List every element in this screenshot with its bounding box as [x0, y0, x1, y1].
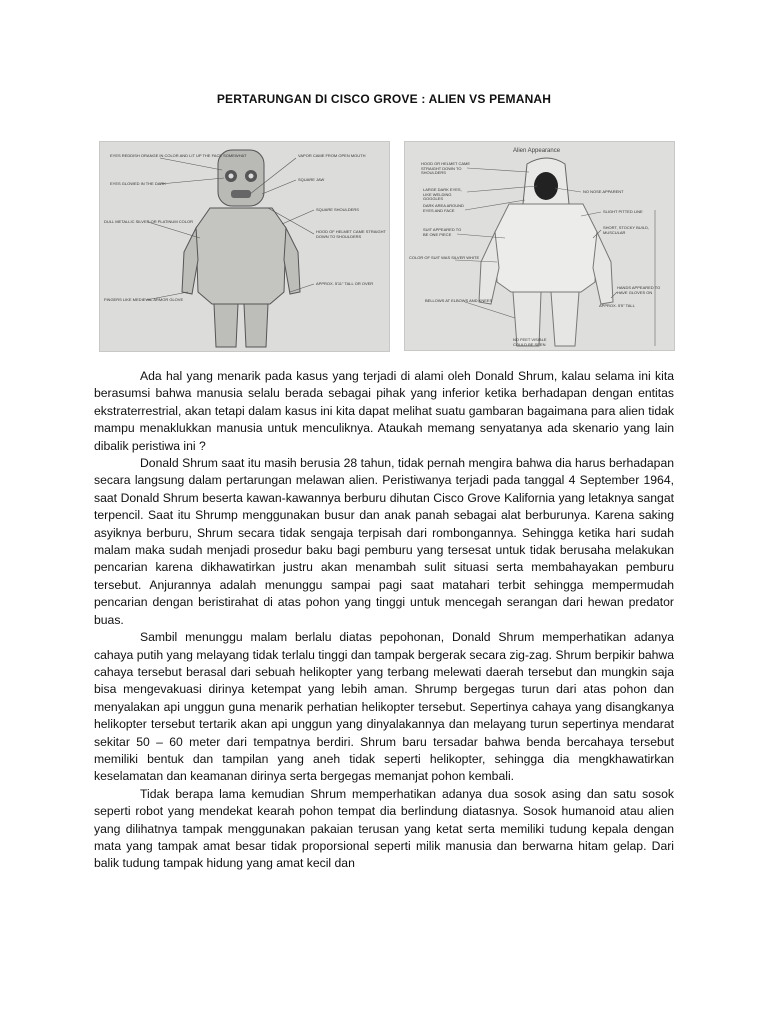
paragraph-1: Ada hal yang menarik pada kasus yang terjadi di alami oleh Donald Shrum, kalau selama ini kita berasumsi bahwa manusia selalu berada sebagai pihak yang inferior ketika berhadapan dengan entitas ekstraterrestrial, akan tetapi dalam kasus ini kita dapat melihat suatu gambaran bagaimana para alien tidak mampu menaklukkan manusia untuk menculiknya. Ataukah memang senyatanya ada skenario yang lain dibalik peristiwa ini ?: [94, 369, 674, 453]
robot-label-height: APPROX. 5'11" TALL OR OVER: [316, 281, 374, 286]
robot-label-fingers: FINGERS LIKE MEDIEVAL ARMOR GLOVE: [104, 297, 184, 302]
alien-label-hood: HOOD OR HELMET CAME STRAIGHT DOWN TO SHOULDERS: [421, 161, 471, 176]
alien-label-eyes: LARGE DARK EYES, LIKE WELDING GOGGLES: [423, 187, 462, 202]
alien-label-suit-color: COLOR OF SUIT WAS SILVER WHITE: [409, 255, 480, 260]
alien-figure-title: Alien Appearance: [513, 148, 561, 154]
alien-label-height: APPROX. 5'5" TALL: [599, 303, 635, 308]
robot-label-jaw: SQUARE JAW: [298, 177, 325, 182]
article-body: [94, 368, 674, 873]
robot-sketch: [100, 142, 389, 351]
alien-illustration: [404, 141, 675, 351]
alien-label-suit: SUIT APPEARED TO BE ONE PIECE: [423, 227, 462, 237]
robot-label-shoulders: SQUARE SHOULDERS: [316, 207, 359, 212]
alien-label-gloves: HANDS APPEARED TO HAVE GLOVES ON: [617, 285, 661, 295]
paragraph-2: Donald Shrum saat itu masih berusia 28 tahun, tidak pernah mengira bahwa dia harus berhadapan secara langsung dalam pertarungan melawan alien. Peristiwanya terjadi pada tanggal 4 September 1964, saat Donald Shrum beserta kawan-kawannya berburu dihutan Cisco Grove Kalifornia yang letaknya sangat terpencil. Saat itu Shrump menggunakan busur dan anak panah sebagai alat berburunya. Karena saking asyiknya berburu, Shrum secara tidak sengaja terpisah dari rombongannya. Sehingga ketika hari sudah malam maka sudah menjadi prosedur baku bagi pemburu yang tersesat untuk tidak berusaha melakukan pencarian karena dikhawatirkan justru akan menambah sulit situasi serta membahayakan pemburu tersebut. Anjurannya adalah menunggu sampai pagi saat matahari terbit sehingga mempermudah pencarian dengan beristirahat di atas pohon yang tinggi untuk mencegah serangan dari hewan predator buas.: [94, 456, 674, 627]
robot-label-color: DULL METALLIC SILVER OR PLATINUM COLOR: [104, 219, 193, 224]
alien-label-bellows: BELLOWS AT ELBOWS AND KNEES: [425, 298, 493, 303]
robot-label-vapor: VAPOR CAME FROM OPEN MOUTH: [298, 153, 366, 158]
alien-label-feet: NO FEET VISIBLE COULD BE SEEN: [513, 337, 547, 347]
robot-label-eyes-color: EYES REDDISH ORANGE IN COLOR AND LIT UP THE FACE SOMEWHAT: [110, 153, 247, 158]
robot-label-hood: HOOD OF HELMET CAME STRAIGHT DOWN TO SHOULDERS: [316, 229, 386, 239]
paragraph-3: Sambil menunggu malam berlalu diatas pepohonan, Donald Shrum memperhatikan adanya cahaya putih yang melayang tidak terlalu tinggi dan tampak bergerak secara zig-zag. Shrum berpikir bahwa cahaya tersebut berasal dari sebuah helikopter yang terbang melewati daerah tersebut dan mungkin saja bisa mengevakuasi dirinya ketempat yang lebih aman. Shrump bergegas turun dari atas pohon dan menyalakan api unggun guna menarik perhatian helikopter tersebut. Sepertinya cahaya yang disangkanya helikopter tersebut tertarik akan api unggun yang dinyalakannya dan melayang turun sepertinya mendarat sekitar 50 – 60 meter dari tempatnya berdiri. Shrum baru tersadar bahwa benda bercahaya tersebut memiliki bentuk dan tampilan yang aneh tidak seperti helikopter, sehingga dia mengkhawatirkan keselamatan dan keamanan dirinya serta bergegas memanjat pohon kembali.: [94, 630, 674, 784]
alien-label-dark-area: DARK AREA AROUND EYES AND FACE: [423, 203, 464, 213]
alien-label-build: SHORT, STOCKY BUILD, MUSCULAR: [603, 225, 650, 235]
document-title: PERTARUNGAN DI CISCO GROVE : ALIEN VS PEMANAH: [216, 92, 552, 106]
robot-illustration: [99, 141, 390, 352]
robot-label-eyes-glow: EYES GLOWED IN THE DARK: [110, 181, 166, 186]
alien-label-no-nose: NO NOSE APPARENT: [583, 189, 624, 194]
alien-label-pitted-line: SLIGHT PITTED LINE: [603, 209, 643, 214]
paragraph-4: Tidak berapa lama kemudian Shrum memperhatikan adanya dua sosok asing dan satu sosok seperti robot yang mendekat kearah pohon tempat dia berlindung diatasnya. Sosok humanoid atau alien yang dilihatnya tampak menggunakan pakaian terusan yang ketat serta memiliki tudung kepala dengan mata yang tampak amat besar tidak proporsional seperti milik manusia dan berwarna hitam gelap. Dari balik tudung tampak hidung yang amat kecil dan: [94, 786, 674, 871]
